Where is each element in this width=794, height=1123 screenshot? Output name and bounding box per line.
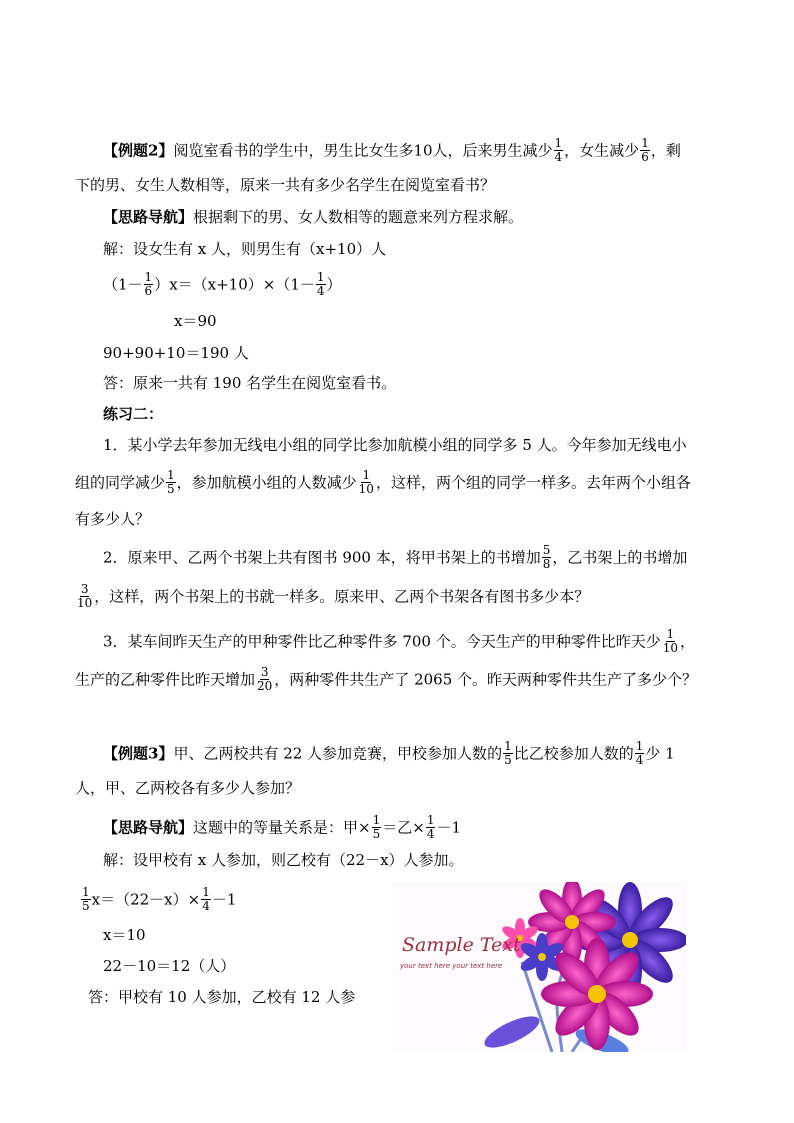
fraction: $\frac{1}{6}$	[641, 136, 649, 164]
practice-q1-line1: 1．某小学去年参加无线电小组的同学比参加航模小组的同学多 5 人。今年参加无线电小	[103, 436, 687, 454]
example2-answer: 答：原来一共有 190 名学生在阅览室看书。	[103, 374, 397, 392]
fraction: $\frac{1}{5}$	[167, 468, 175, 496]
practice-q3-line1: 3．某车间昨天生产的甲种零件比乙种零件多 700 个。今天生产的甲种零件比昨天少 $\frac{1}{10}$ ，	[103, 627, 696, 655]
card-title: Sample Text	[402, 934, 521, 956]
example3-eq2: x＝10	[103, 926, 146, 944]
fraction: $\frac{1}{6}$	[144, 270, 153, 298]
example2-tag: 【例题2】	[103, 141, 174, 160]
practice-q1-line3: 有多少人？	[75, 510, 151, 528]
example3-guide: 【思路导航】这题中的等量关系是：甲× $\frac{1}{5}$ ＝乙× $\frac{1}{4}$ －1	[103, 813, 461, 841]
fraction: $\frac{3}{10}$	[77, 582, 93, 610]
example3-solution: 解：设甲校有 x 人参加，则乙校有（22－x）人参加。	[103, 851, 464, 869]
fraction: $\frac{1}{4}$	[554, 136, 563, 164]
example2-eq3: 90+90+10＝190 人	[103, 344, 249, 362]
fraction: $\frac{1}{10}$	[358, 468, 374, 496]
card-subtitle: your text here your text here	[400, 962, 503, 970]
fraction: $\frac{1}{5}$	[372, 813, 381, 841]
practice-q3-line2: 生产的乙种零件比昨天增加 $\frac{3}{20}$ ，两种零件共生产了 2065 个。昨天两种零件共生产了多少个？	[75, 665, 698, 693]
example3-tag: 【例题3】	[103, 744, 174, 763]
fraction: $\frac{1}{10}$	[662, 627, 678, 655]
fraction: $\frac{1}{4}$	[202, 885, 210, 913]
fraction: $\frac{1}{4}$	[635, 739, 644, 767]
fraction: $\frac{1}{4}$	[426, 813, 435, 841]
example2-line1: 【例题2】阅览室看书的学生中，男生比女生多10人，后来男生减少 $\frac{1}{4}$ ，女生减少 $\frac{1}{6}$ ，剩	[103, 136, 681, 164]
example2-line2: 下的男、女生人数相等，原来一共有多少名学生在阅览室看书？	[75, 176, 496, 194]
example2-equation: （1－ $\frac{1}{6}$ ）x＝（x+10）×（1－ $\frac{1}{4}$ ）	[103, 270, 342, 298]
example3-equation: $\frac{1}{5}$ x＝（22－x）× $\frac{1}{4}$ －1	[82, 885, 237, 913]
fraction: $\frac{3}{20}$	[257, 665, 273, 693]
fraction: $\frac{1}{4}$	[316, 270, 325, 298]
fraction: $\frac{5}{8}$	[542, 543, 551, 571]
practice-q2-line1: 2．原来甲、乙两个书架上共有图书 900 本，将甲书架上的书增加 $\frac{5}{8}$ ，乙书架上的书增加	[103, 543, 688, 571]
practice-q1-line2: 组的同学减少 $\frac{1}{5}$ ，参加航模小组的人数减少 $\frac{1}{10}$ ，这样，两个组的同学一样多。去年两个小组各	[75, 468, 691, 496]
example2-guide: 【思路导航】根据剩下的男、女人数相等的题意来列方程求解。	[103, 208, 524, 226]
example3-line1: 【例题3】甲、乙两校共有 22 人参加竞赛，甲校参加人数的 $\frac{1}{5}$ 比乙校参加人数的 $\frac{1}{4}$ 少 1	[103, 739, 675, 767]
example2-solution: 解：设女生有 x 人，则男生有（x+10）人	[103, 240, 387, 258]
practice-title: 练习二：	[103, 405, 164, 423]
practice-q2-line2: $\frac{3}{10}$ ，这样，两个书架上的书就一样多。原来甲、乙两个书架各有图书多少本？	[77, 582, 590, 610]
flower-image	[392, 882, 686, 1052]
fraction: $\frac{1}{5}$	[82, 885, 90, 913]
example2-eq2: x＝90	[174, 312, 217, 330]
example3-answer: 答：甲校有 10 人参加，乙校有 12 人参	[88, 988, 356, 1006]
fraction: $\frac{1}{5}$	[504, 739, 512, 767]
example3-line2: 人，甲、乙两校各有多少人参加？	[75, 779, 301, 797]
example3-eq3: 22－10＝12（人）	[103, 957, 236, 975]
